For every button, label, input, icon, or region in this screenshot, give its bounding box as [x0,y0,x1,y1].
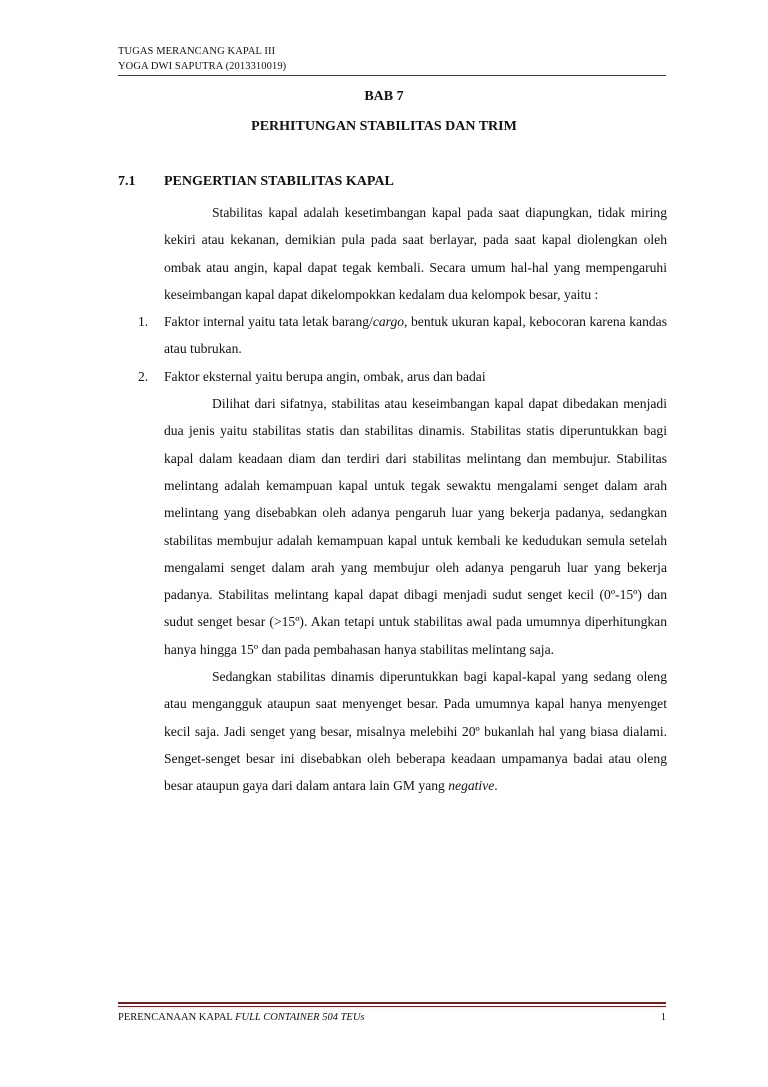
list-number: 2. [138,368,149,384]
header-author: YOGA DWI SAPUTRA (2013310019) [118,61,287,72]
paragraph-text: Sedangkan stabilitas dinamis diperuntukkan bagi kapal-kapal yang sedang oleng atau mengangguk ataupun saat menyenget besar. Pada umumnya kapal hanya menyenget kecil saja. Jadi senget yang besar, misalnya melebihi 20º bukanlah hal yang biasa dialami. Senget-senget besar ini disebabkan oleh beberapa keadaan umpamanya badai atau oleng besar ataupun gaya dari dalam antara lain GM yang [164,669,667,794]
footer-title-italic: FULL CONTAINER 504 TEUs [235,1012,365,1023]
paragraph-static-stability: Dilihat dari sifatnya, stabilitas atau keseimbangan kapal dapat dibedakan menjadi dua jenis yaitu stabilitas statis dan stabilitas dinamis. Stabilitas statis diperuntukkan bagi kapal dalam keadaan diam dan terdiri dari stabilitas melintang dan membujur. Stabilitas melintang adalah kemampuan kapal untuk tegak sewaktu mengalami senget dalam arah melintang yang disebabkan oleh adanya pengaruh luar yang bekerja padanya, sedangkan stabilitas membujur adalah kemampuan kapal untuk kembali ke kedudukan semula setelah mengalami senget dalam arah yang membujur oleh adanya pengaruh luar yang bekerja padanya. Stabilitas melintang kapal dapat dibagi menjadi sudut senget kecil (0º-15º) dan sudut senget besar (>15º). Akan tetapi untuk stabilitas awal pada umumnya diperhitungkan hanya hingga 15º dan pada pembahasan hanya stabilitas melintang saja. [164,396,667,657]
chapter-number: BAB 7 [364,89,404,104]
page-number: 1 [660,1012,666,1023]
list-item-text: Faktor internal yaitu tata letak barang/ [164,314,373,330]
list-item [138,308,668,363]
header-course: TUGAS MERANCANG KAPAL III [118,46,276,57]
paragraph-text-end: . [494,778,498,794]
footer-title [118,1012,365,1023]
factor-list [138,308,668,390]
paragraph-dynamic-stability [164,663,667,799]
chapter-title: PERHITUNGAN STABILITAS DAN TRIM [251,119,517,134]
body-text [138,199,668,800]
running-footer [118,1012,666,1023]
running-header [118,44,286,74]
paragraph-definition: Stabilitas kapal adalah kesetimbangan kapal pada saat diapungkan, tidak miring kekiri atau kekanan, demikian pula pada saat berlayar, pada saat kapal diolengkan oleh ombak atau angin, kapal dapat tegak kembali. Secara umum hal-hal yang mempengaruhi keseimbangan kapal dapat dikelompokkan kedalam dua kelompok besar, yaitu : [164,205,667,302]
footer-rule-thick [118,1002,666,1004]
list-item-text: Faktor eksternal yaitu berupa angin, ombak, arus dan badai [164,368,486,384]
list-item [138,363,667,390]
paragraph-italic: negative [448,778,495,794]
footer-title-text: PERENCANAAN KAPAL [118,1012,236,1023]
list-item-italic: cargo [372,314,405,330]
section-title: PENGERTIAN STABILITAS KAPAL [164,174,394,189]
section-number: 7.1 [118,174,136,189]
header-rule [118,75,666,76]
footer-rule-thin [118,1006,666,1007]
list-item-text-end: , bentuk ukuran kapal, kebocoran karena kandas atau tubrukan. [164,314,668,357]
list-number: 1. [138,314,149,330]
